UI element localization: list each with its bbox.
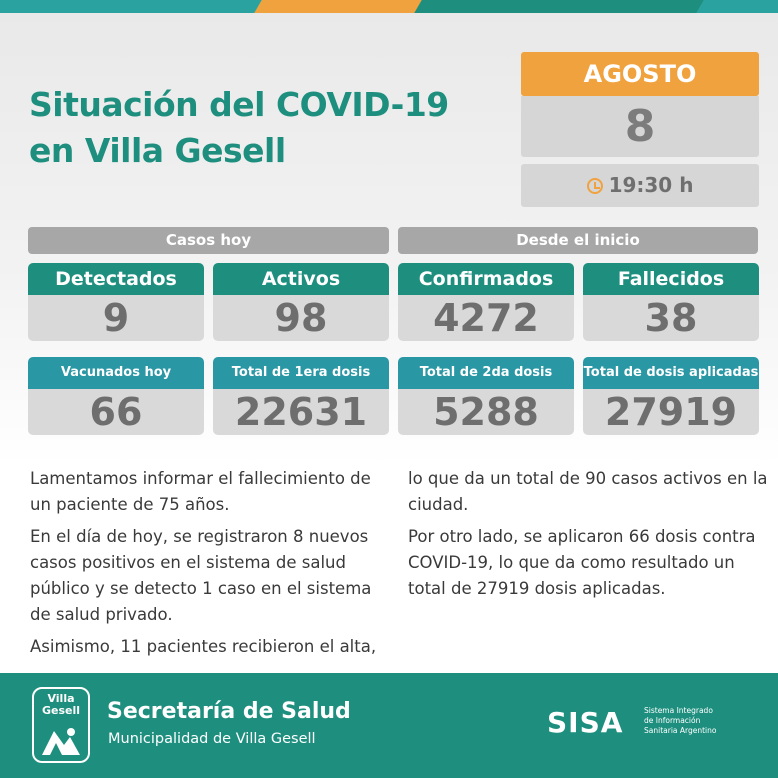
body-text-left xyxy=(30,466,390,666)
title-line-2: en Villa Gesell xyxy=(29,131,286,170)
card-activos xyxy=(213,263,389,341)
card-primera-dosis xyxy=(213,357,389,435)
card-label: Activos xyxy=(213,263,389,295)
date-time xyxy=(521,164,759,207)
sisa-line: de Información xyxy=(644,716,701,725)
paragraph: Lamentamos informar el fallecimiento de un paciente de 75 años. xyxy=(30,469,371,514)
villa-gesell-logo xyxy=(32,687,90,763)
card-label: Total de dosis aplicadas xyxy=(583,357,759,389)
date-month: AGOSTO xyxy=(521,52,759,96)
org-name: Secretaría de Salud xyxy=(107,699,351,724)
card-value: 5288 xyxy=(398,389,574,435)
card-label: Confirmados xyxy=(398,263,574,295)
sisa-logo: SISA xyxy=(547,706,624,739)
card-fallecidos xyxy=(583,263,759,341)
mountain-icon xyxy=(40,725,82,757)
card-value: 66 xyxy=(28,389,204,435)
card-confirmados xyxy=(398,263,574,341)
clock-icon xyxy=(587,178,603,194)
sisa-line: Sistema Integrado xyxy=(644,706,713,715)
org-subtitle: Municipalidad de Villa Gesell xyxy=(108,731,316,747)
card-vacunados-hoy xyxy=(28,357,204,435)
logo-text-1: Villa xyxy=(47,692,75,705)
top-color-bar xyxy=(0,0,778,13)
page-title xyxy=(29,82,449,174)
bar-segment-orange xyxy=(254,0,430,13)
card-value: 98 xyxy=(213,295,389,341)
logo-text-2: Gesell xyxy=(41,704,81,717)
card-segunda-dosis xyxy=(398,357,574,435)
card-label: Total de 2da dosis xyxy=(398,357,574,389)
sisa-line: Sanitaria Argentino xyxy=(644,726,717,735)
paragraph: Por otro lado, se aplicaron 66 dosis contra COVID-19, lo que da como resultado un total de 27919 dosis aplicadas. xyxy=(408,527,756,598)
bar-segment-teal xyxy=(0,0,268,13)
title-line-1: Situación del COVID-19 xyxy=(29,85,449,124)
card-label: Fallecidos xyxy=(583,263,759,295)
card-label: Total de 1era dosis xyxy=(213,357,389,389)
card-value: 27919 xyxy=(583,389,759,435)
card-value: 4272 xyxy=(398,295,574,341)
body-text-right xyxy=(408,466,768,608)
paragraph: Asimismo, 11 pacientes recibieron el alta, xyxy=(30,637,377,656)
date-day: 8 xyxy=(521,96,759,157)
card-detectados xyxy=(28,263,204,341)
time-value: 19:30 h xyxy=(608,173,694,197)
card-label: Vacunados hoy xyxy=(28,357,204,389)
card-value: 22631 xyxy=(213,389,389,435)
section-casos-hoy: Casos hoy xyxy=(28,227,389,254)
card-dosis-aplicadas xyxy=(583,357,759,435)
section-desde-inicio: Desde el inicio xyxy=(398,227,758,254)
paragraph: lo que da un total de 90 casos activos en la ciudad. xyxy=(408,469,768,514)
card-value: 38 xyxy=(583,295,759,341)
bar-segment-green xyxy=(414,0,712,13)
logo-text xyxy=(34,693,88,717)
card-value: 9 xyxy=(28,295,204,341)
card-label: Detectados xyxy=(28,263,204,295)
bar-segment-teal-2 xyxy=(696,0,778,13)
paragraph: En el día de hoy, se registraron 8 nuevos casos positivos en el sistema de salud público y se detecto 1 caso en el sistema de salud privado. xyxy=(30,527,372,624)
footer xyxy=(0,673,778,778)
sisa-description xyxy=(644,706,754,736)
